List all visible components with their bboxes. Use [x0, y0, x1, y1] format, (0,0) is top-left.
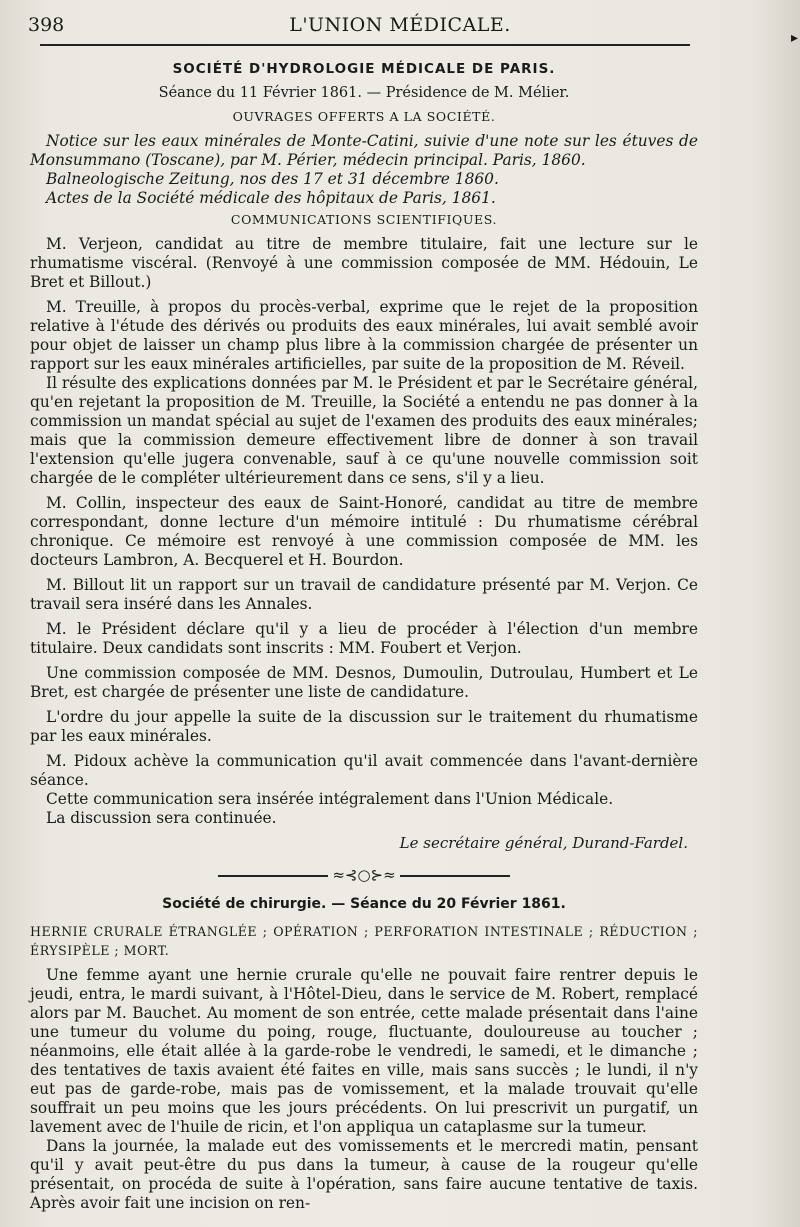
paragraph: M. Pidoux achève la communication qu'il avait commencée dans l'avant-dernière séance. [30, 752, 698, 789]
header-rule [40, 44, 690, 46]
article-heading: HERNIE CRURALE ÉTRANGLÉE ; OPÉRATION ; PERFORATION INTESTINALE ; RÉDUCTION ; ÉRYSIPÈLE ; MORT. [30, 924, 698, 958]
ouvrage-1: Notice sur les eaux minérales de Monte-Catini, suivie d'une note sur les étuves de Monsummano (Toscane), par M. Périer, médecin principal. Paris, 1860. [30, 132, 698, 169]
paragraph: Une femme ayant une hernie crurale qu'elle ne pouvait faire rentrer depuis le jeudi, entra, le mardi suivant, à l'Hôtel-Dieu, dans le service de M. Robert, remplacé alors par M. Bauchet. Au moment de son entrée, cette malade présentait dans l'aine une tumeur du volume du poing, rouge, fluctuante, douloureuse au toucher ; néanmoins, elle était allée à la garde-robe le vendredi, le samedi, et le dimanche ; des tentatives de taxis avaient été faites en ville, mais sans succès ; le lundi, il n'y eut pas de garde-robe, mais pas de vomissement, et la malade trouvait qu'elle souffrait un peu moins que les jours précédents. On lui prescrivit un purgatif, un lavement avec de l'huile de ricin, et l'on appliqua un cataplasme sur la tumeur. [30, 966, 698, 1136]
ornament-glyph: ≈⊰○⊱≈ [332, 866, 396, 884]
page-body [30, 61, 698, 1213]
page-number: 398 [28, 14, 65, 36]
section-title: Société de chirurgie. — Séance du 20 Février 1861. [162, 896, 566, 912]
paragraph: M. Collin, inspecteur des eaux de Saint-Honoré, candidat au titre de membre correspondant, donne lecture d'un mémoire intitulé : Du rhumatisme cérébral chronique. Ce mémoire est renvoyé à une commission composée de MM. les docteurs Lambron, A. Becquerel et H. Bourdon. [30, 494, 698, 569]
paragraph: Une commission composée de MM. Desnos, Dumoulin, Dutroulau, Humbert et Le Bret, est chargée de présenter une liste de candidature. [30, 664, 698, 701]
communications-heading: COMMUNICATIONS SCIENTIFIQUES. [230, 212, 498, 227]
paragraph: Il résulte des explications données par M. le Président et par le Secrétaire général, qu'en rejetant la proposition de M. Treuille, la Société a entendu ne pas donner à la commission un mandat spécial au sujet de l'examen des produits des eaux minérales; mais que la commission demeure effectivement libre de donner à son travail l'extension qu'elle jugera convenable, sauf à ce qu'une nouvelle commission soit chargée de le compléter ultérieurement dans ce sens, s'il y a lieu. [30, 374, 698, 487]
seance-line: Séance du 11 Février 1861. — Présidence de M. Mélier. [158, 85, 570, 101]
paragraph: La discussion sera continuée. [46, 809, 277, 827]
paragraph: M. Treuille, à propos du procès-verbal, exprime que le rejet de la proposition relative à l'étude des dérivés ou produits des eaux minérales, lui avait semblé avoir pour objet de laisser un champ plus libre à la commission chargée de présenter un rapport sur les eaux minérales artificielles, par suite de la proposition de M. Réveil. [30, 298, 698, 373]
section-title: SOCIÉTÉ D'HYDROLOGIE MÉDICALE DE PARIS. [172, 61, 556, 77]
paragraph: M. Verjeon, candidat au titre de membre titulaire, fait une lecture sur le rhumatisme viscéral. (Renvoyé à une commission composée de MM. Hédouin, Le Bret et Billout.) [30, 235, 698, 291]
signature: Le secrétaire général, Durand-Fardel. [399, 834, 688, 852]
paragraph: M. le Président déclare qu'il y a lieu de procéder à l'élection d'un membre titulaire. Deux candidats sont inscrits : MM. Foubert et Verjon. [30, 620, 698, 657]
page-header [0, 14, 800, 40]
paragraph: L'ordre du jour appelle la suite de la discussion sur le traitement du rhumatisme par les eaux minérales. [30, 708, 698, 745]
ouvrages-heading: OUVRAGES OFFERTS A LA SOCIÉTÉ. [232, 109, 496, 124]
page-edge-mark: ▸ [790, 30, 798, 46]
running-title: L'UNION MÉDICALE. [289, 14, 511, 36]
ouvrage-3: Actes de la Société médicale des hôpitaux de Paris, 1861. [46, 189, 496, 207]
paragraph: Dans la journée, la malade eut des vomissements et le mercredi matin, pensant qu'il y avait peut-être du pus dans la tumeur, à cause de la rougeur qu'elle présentait, on procéda de suite à l'opération, sans faire aucune tentative de taxis. Après avoir fait une incision on ren- [30, 1137, 698, 1212]
paragraph: M. Billout lit un rapport sur un travail de candidature présenté par M. Verjon. Ce travail sera inséré dans les Annales. [30, 576, 698, 613]
ornament-divider [30, 866, 698, 884]
paragraph: Cette communication sera insérée intégralement dans l'Union Médicale. [46, 790, 614, 808]
ouvrage-2: Balneologische Zeitung, nos des 17 et 31 décembre 1860. [46, 170, 499, 188]
